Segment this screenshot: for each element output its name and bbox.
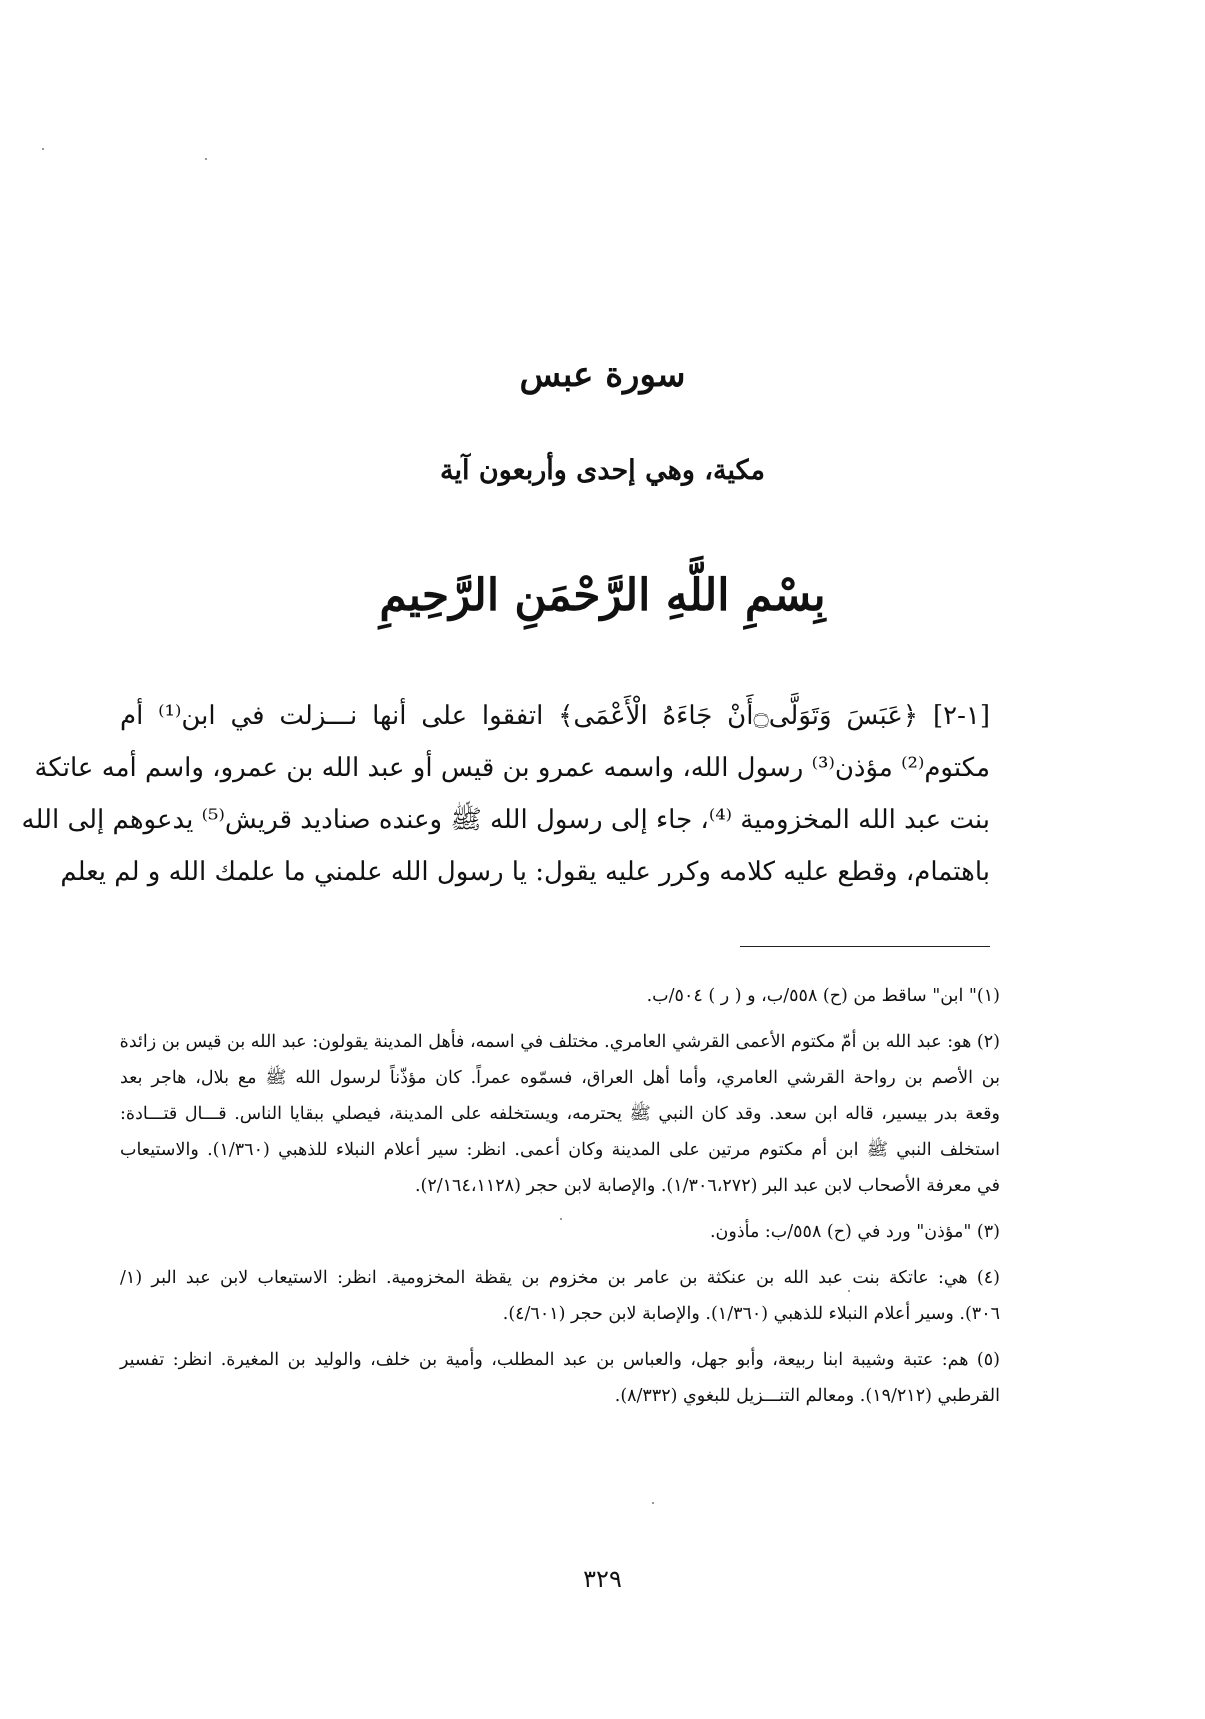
footnote-line: في معرفة الأصحاب لابن عبد البر (١/٣٠٦،٢٧٢). والإصابة لابن حجر (٢/١٦٤،١١٢٨). <box>414 1176 1000 1196</box>
main-text-line: بنت عبد الله المخزومية ⁽⁴⁾، جاء إلى رسول الله ﷺ وعنده صناديد قريش⁽⁵⁾ يدعوهم إلى الله <box>21 805 990 835</box>
footnote-2 <box>120 1024 1000 1204</box>
scan-speck <box>42 148 44 150</box>
footnote-4 <box>120 1260 1000 1332</box>
footnote-divider <box>740 946 990 947</box>
footnote-line: (٢) هو: عبد الله بن أمّ مكتوم الأعمى القرشي العامري. مختلف في اسمه، فأهل المدينة يقولون: عبد الله بن قيس بن زائدة <box>119 1032 1000 1052</box>
footnote-5 <box>120 1342 1000 1414</box>
footnote-line: وقعة بدر بيسير، قاله ابن سعد. وقد كان النبي ﷺ يحترمه، ويستخلفه على المدينة، فيصلي ببقايا الناس. قـــال قتـــادة: <box>120 1104 1000 1124</box>
footnotes <box>120 978 1000 1424</box>
scan-speck <box>560 1218 562 1220</box>
scan-speck <box>652 1502 654 1504</box>
footnote-line: (٥) هم: عتبة وشيبة ابنا ربيعة، وأبو جهل، والعباس بن عبد المطلب، وأمية بن خلف، والوليد بن المغيرة. انظر: تفسير <box>120 1350 1000 1370</box>
main-text-line: [١-٢] ﴿عَبَسَ وَتَوَلَّى۝أَنْ جَاءَهُ الْأَعْمَى﴾ اتفقوا على أنها نـــزلت في ابن⁽¹⁾ أم <box>120 701 990 731</box>
footnote-line: (١)" ابن" ساقط من (ح) ٥٥٨/ب، و ( ر ) ٥٠٤/ب. <box>646 986 1000 1006</box>
footnote-line: (٣) "مؤذن" ورد في (ح) ٥٥٨/ب: مأذون. <box>709 1222 1000 1242</box>
footnote-line: استخلف النبي ﷺ ابن أم مكتوم مرتين على المدينة وكان أعمى. انظر: سير أعلام النبلاء للذهبي (١/٣٦٠). والاستيعاب <box>120 1140 1000 1160</box>
scan-speck <box>848 1290 850 1292</box>
footnote-line: القرطبي (١٩/٢١٢). ومعالم التنـــزيل للبغوي (٨/٣٣٢). <box>614 1386 1000 1406</box>
scan-speck <box>205 158 207 160</box>
surah-info: مكية، وهي إحدى وأربعون آية <box>440 455 765 486</box>
main-text-line: مكتوم⁽²⁾ مؤذن⁽³⁾ رسول الله، واسمه عمرو بن قيس أو عبد الله بن عمرو، واسم أمه عاتكة <box>34 753 990 783</box>
footnote-line: (٤) هي: عاتكة بنت عبد الله بن عنكثة بن عامر بن مخزوم بن يقظة المخزومية. انظر: الاستيعاب لابن عبد البر (١/ <box>120 1268 1000 1288</box>
surah-title: سورة عبس <box>519 355 686 395</box>
main-text-line: باهتمام، وقطع عليه كلامه وكرر عليه يقول: يا رسول الله علمني ما علمك الله و لم يعلم <box>60 857 990 887</box>
main-text <box>21 690 990 898</box>
basmala: بِسْمِ اللَّهِ الرَّحْمَنِ الرَّحِيمِ <box>379 570 826 621</box>
page-number: ٣٢٩ <box>583 1565 622 1593</box>
footnote-line: ٣٠٦). وسير أعلام النبلاء للذهبي (١/٣٦٠). والإصابة لابن حجر (٤/٦٠١). <box>502 1304 1000 1324</box>
footnote-1 <box>120 978 1000 1014</box>
footnote-line: بن الأصم بن رواحة القرشي العامري، وأما أهل العراق، فسمّوه عمراً. كان مؤذّناً لرسول الله ﷺ مع بلال، هاجر بعد <box>120 1068 1000 1088</box>
